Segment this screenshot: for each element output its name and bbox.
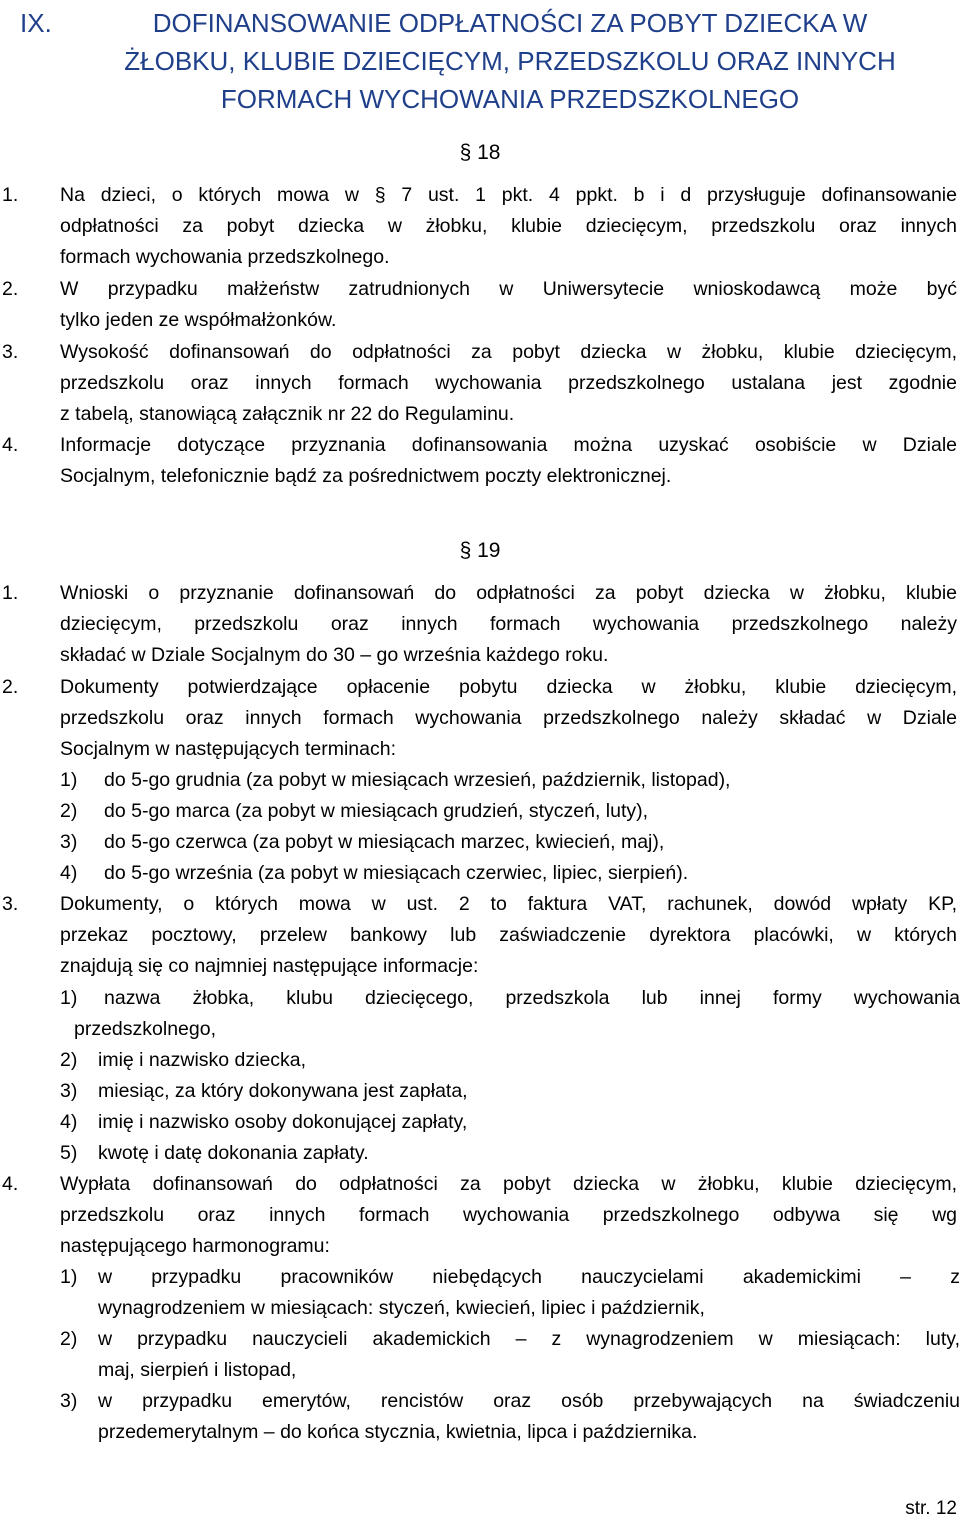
list-item-continuation: przedszkolnego,: [74, 1018, 217, 1040]
section-18-label: § 18: [459, 141, 501, 164]
chapter-number: IX.: [20, 8, 52, 38]
chapter-title-line: ŻŁOBKU, KLUBIE DZIECIĘCYM, PRZEDSZKOLU ORAZ INNYCH: [124, 46, 896, 76]
page-number: str. 12: [905, 1498, 957, 1519]
section-19-label: § 19: [459, 539, 501, 562]
document-page: IX. DOFINANSOWANIE ODPŁATNOŚCI ZA POBYT DZIECKA W ŻŁOBKU, KLUBIE DZIECIĘCYM, PRZEDSZKOLU ORAZ INNYCH FORMACH WYCHOWANIA PRZEDSZKOLNEGO § 18 1. Na dzieci, o których mowa w § 7 ust. 1 pkt. 4 ppkt. b i d przysługuje dofinansowanie odpłatności za pobyt dziecka w żłobku, klubie dziecięcym, przedszkolu oraz innych formach wychowania przedszkolnego. 2. W przypadku małżeństw zatrudnionych w Uniwersytecie wnioskodawcą może być tylko jeden ze współmałżonków. 3. Wysokość dofinansowań do odpłatności za pobyt dziecka w żłobku, klubie dziecięcym, przedszkolu oraz innych formach wychowania przedszkolnego ustalana jest zgodnie z tabelą, stanowiącą załącznik nr 22 do Regulaminu. 4. Informacje dotyczące przyznania dofinansowania można uzyskać osobiście w Dziale Socjalnym, telefonicznie bądź za pośrednictwem poczty elektronicznej. § 19 1. Wnioski o przyznanie dofinansowań do odpłatności za pobyt dziecka w żłobku, klubie dziecięcym, przedszkolu oraz innych formach wychowania przedszkolnego należy składać w Dziale Socjalnym do 30 – go września każdego roku. 2. Dokumenty potwierdzające opłacenie pobytu dziecka w żłobku, klubie dziecięcym, przedszkolu oraz innych formach wychowania przedszkolnego należy składać w Dziale Socjalnym w następujących terminach: 1) do 5-go grudnia (za pobyt w miesiącach wrzesień, październik, listopad), 2) do 5-go marca (za pobyt w miesiącach grudzień, styczeń, luty), 3) do 5-go czerwca (za pobyt w miesiącach marzec, kwiecień, maj), 4) do 5-go września (za pobyt w miesiącach czerwiec, lipiec, sierpień). 3. Dokumenty, o których mowa w ust. 2 to faktura VAT, rachunek, dowód wpłaty KP, przekaz pocztowy, przelew bankowy lub zaświadczenie dyrektora placówki, w których znajdują się co najmniej następujące informacje: 1) nazwa żłobka, klubu dziecięcego, przedszkola lub innej formy wychowania przedszkolnego, 2) imię i nazwisko dziecka, 3) miesiąc, za który dokonywana jest zapłata, 4) imię i nazwisko osoby dokonującej zapłaty, 5) kwotę i datę dokonania zapłaty. 4. Wypłata dofinansowań do odpłatności za pobyt dziecka w żłobku, klubie dziecięcym, przedszkolu oraz innych formach wychowania przedszkolnego odbywa się wg następującego harmonogramu: 1) w przypadku pracowników niebędących nauczycielami akademickimi – z wynagrodzeniem w miesiącach: styczeń, kwiecień, lipiec i październik, 2) w przypadku nauczycieli akademickich – z wynagrodzeniem w miesiącach: luty, maj, sierpień i listopad, 3) w przypadku emerytów, rencistów oraz osób przebywających na świadczeniu przedemerytalnym – do końca stycznia, kwietnia, lipca i października. str. 12: [0, 0, 960, 1521]
chapter-title-line: FORMACH WYCHOWANIA PRZEDSZKOLNEGO: [220, 84, 800, 114]
chapter-title-line: DOFINANSOWANIE ODPŁATNOŚCI ZA POBYT DZIECKA W: [152, 8, 868, 38]
